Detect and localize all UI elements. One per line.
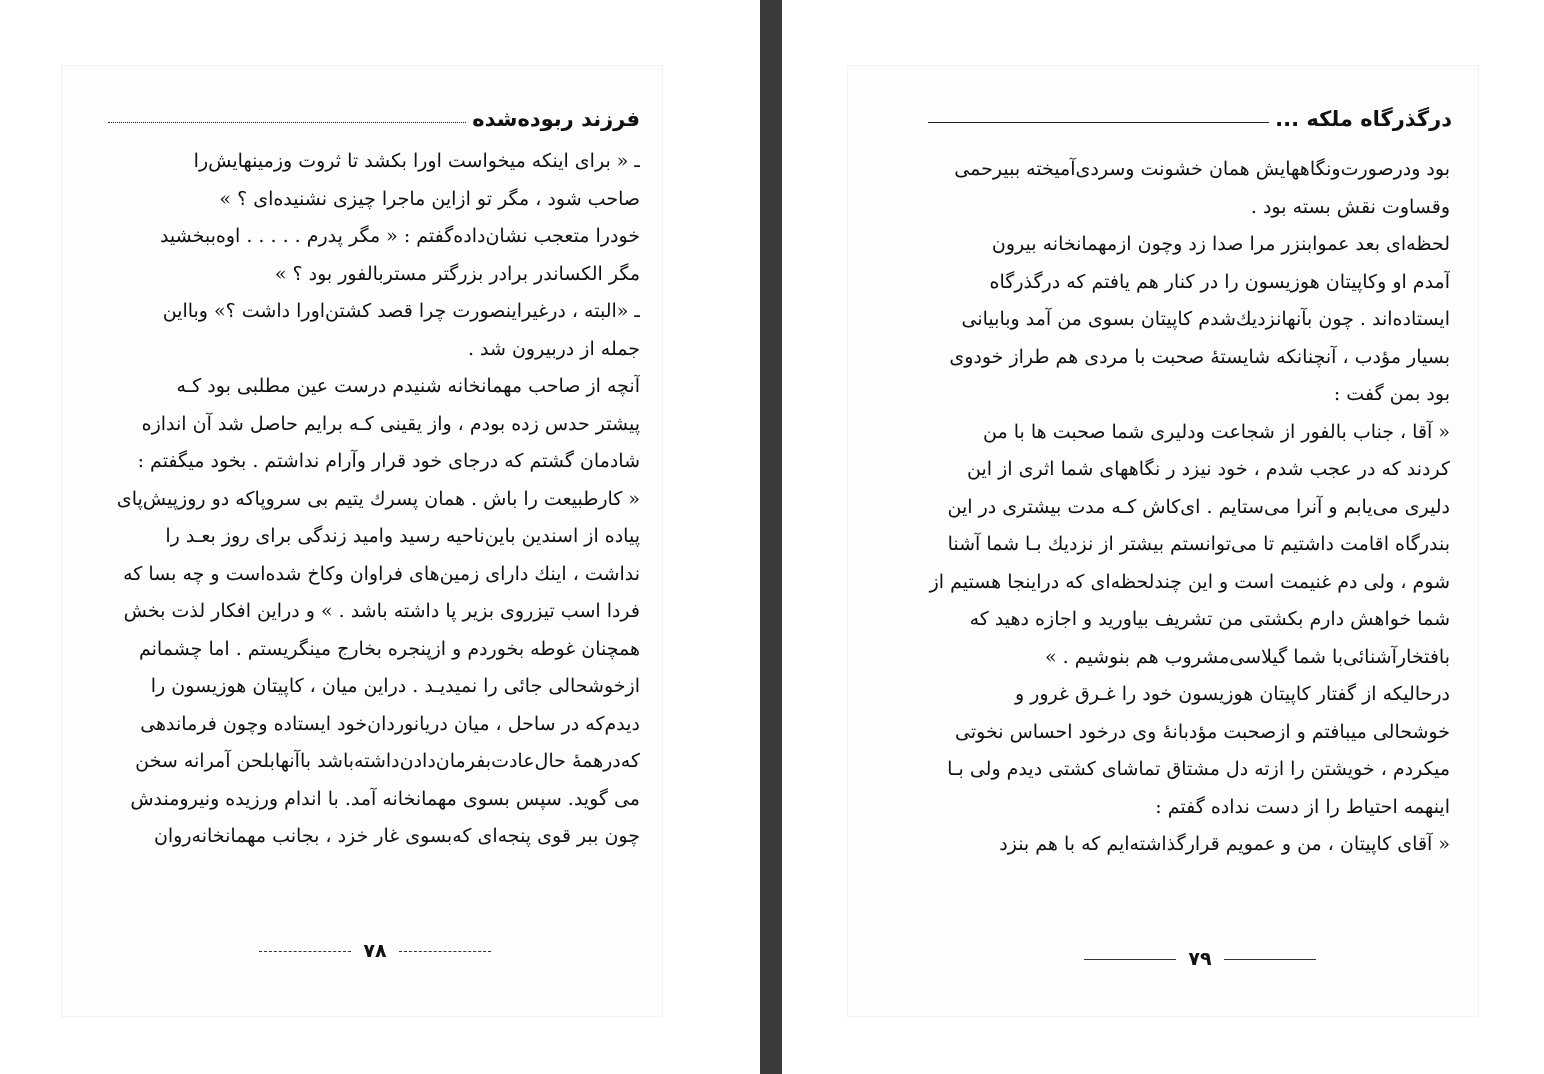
right-page — [782, 0, 1544, 1074]
footer-rule — [1084, 959, 1176, 960]
text-line: کردند که در عجب شدم ، خود نیزد ر نگاههای شما اثری از این — [967, 458, 1450, 480]
text-line: بسیار مؤدب ، آنچنانکه شایستهٔ صحبت با مردی هم طراز خودوی — [949, 345, 1450, 368]
text-line: ایستاده‌اند . چون بآنهانزدیك‌شدم کاپیتان بسوی من آمد وبابیانی — [961, 308, 1450, 330]
right-running-head-rule — [928, 122, 1269, 123]
left-page-footer — [250, 941, 500, 961]
text-line: « آقای کاپیتان ، من و عمویم قرارگذاشته‌ایم که با هم بنزد — [999, 833, 1450, 855]
text-line: پیاده از اسندین باین‌ناحیه رسید وامید زندگی برای روز بعـد را — [165, 525, 640, 547]
text-line: بندرگاه اقامت داشتیم تا می‌توانستم بیشتر از نزدیك بـا شما آشنا — [947, 533, 1450, 555]
footer-rule — [259, 951, 351, 952]
book-gutter — [760, 0, 782, 1074]
text-line: فردا اسب تیزروی بزیر پا داشته باشد . » و دراین افکار لذت بخش — [123, 600, 640, 622]
text-line: خودرا متعجب نشان‌داده‌گفتم : « مگر پدرم . . . . . اوه‌ببخشید — [159, 225, 640, 247]
text-line: درحالیکه از گفتار کاپیتان هوزیسون خود را غـرق غرور و — [1014, 683, 1450, 705]
left-running-head — [108, 102, 640, 136]
text-line: آنچه از صاحب مهمانخانه شنیدم درست عین مطلبی بود کـه — [176, 375, 640, 397]
left-page-number: ۷۸ — [363, 940, 387, 962]
footer-rule — [399, 951, 491, 952]
text-line: دیدم‌که در ساحل ، میان دریانوردان‌خود ایستاده وچون فرماندهی — [140, 712, 640, 735]
text-line: همچنان غوطه بخوردم و ازپنجره بخارج مینگریستم . اما چشمانم — [139, 637, 640, 660]
text-line: ـ « برای اینکه میخواست اورا بکشد تا ثروت وزمینهایش‌را — [193, 150, 640, 172]
text-line: شوم ، ولی دم غنیمت است و این چندلحظه‌ای که دراینجا هستیم از — [929, 570, 1450, 593]
text-line: اینهمه احتیاط را از دست نداده گفتم : — [1155, 795, 1450, 818]
text-line: بود بمن گفت : — [1333, 383, 1450, 405]
text-line: پیشتر حدس زده بودم ، واز یقینی کـه برایم حاصل شد آن اندازه — [141, 412, 640, 435]
text-line: نداشت ، اینك دارای زمین‌های فراوان وکاخ شده‌است و چه بسا که — [123, 562, 640, 585]
left-body-text — [112, 143, 640, 856]
text-line: خوشحالی میبافتم و ازصحبت مؤدبانهٔ وی درخود احساس نخوتی — [955, 720, 1450, 743]
text-line: می گوید. سپس بسوی مهمانخانه آمد. با اندام ورزیده ونیرومندش — [130, 787, 640, 810]
text-line: ـ «البته ، درغیراینصورت چرا قصد کشتن‌اورا داشت ؟» وبااین — [162, 300, 640, 322]
right-running-head — [928, 102, 1452, 136]
right-page-footer — [1060, 949, 1340, 969]
text-line: بود ودرصورت‌ونگاههایش همان خشونت وسردی‌آمیخته ببیرحمی — [954, 158, 1450, 180]
right-body-text — [922, 151, 1450, 864]
text-line: میکردم ، خویشتن را ازته دل مشتاق تماشای کشتی دیدم ولی بـا — [947, 758, 1450, 780]
text-line: لحظه‌ای بعد عموابنزر مرا صدا زد وچون ازمهمانخانه بیرون — [991, 233, 1450, 255]
text-line: وقساوت نقش بسته بود . — [1250, 195, 1450, 218]
left-running-head-title: فرزند ربوده‌شده — [472, 107, 640, 131]
text-line: آمدم او وکاپیتان هوزیسون را در کنار هم یافتم که درگذرگاه — [989, 270, 1450, 293]
text-line: شادمان گشتم که درجای خود قرار وآرام نداشتم . بخود میگفتم : — [137, 450, 640, 472]
text-line: صاحب شود ، مگر تو ازاین ماجرا چیزی نشنیده‌ای ؟ » — [219, 187, 640, 210]
text-line: ازخوشحالی جائی را نمیدیـد . دراین میان ، کاپیتان هوزیسون را — [150, 675, 640, 697]
text-line: که‌درهمهٔ حال‌عادت‌بفرمان‌دادن‌داشته‌باشد باآنهابلحن آمرانه سخن — [135, 750, 640, 772]
left-running-head-rule — [108, 122, 466, 123]
text-line: « آقا ، جناب بالفور از شجاعت ودلیری شما صحبت ها با من — [983, 420, 1450, 443]
text-line: « کارطبیعت را باش . همان پسرك یتیم بی سروپاکه دو روزپیش‌پای — [116, 487, 640, 510]
text-line: بافتخارآشنائی‌با شما گیلاسی‌مشروب هم بنوشیم . » — [1045, 645, 1450, 668]
text-line: دلیری می‌یابم و آنرا می‌ستایم . ای‌کاش کـه مدت بیشتری در این — [947, 495, 1450, 518]
text-line: شما خواهش دارم بکشتی من تشریف بیاورید و اجازه دهید که — [969, 608, 1450, 630]
right-page-number: ۷۹ — [1188, 948, 1212, 970]
left-page — [0, 0, 760, 1074]
text-line: جمله از دربیرون شد . — [467, 337, 640, 360]
right-running-head-title: درگذرگاه ملکه ... — [1275, 107, 1452, 131]
footer-rule — [1224, 959, 1316, 960]
text-line: چون ببر قوی پنجه‌ای که‌بسوی غار خزد ، بجانب مهمانخانه‌روان — [153, 825, 640, 847]
text-line: مگر الکساندر برادر بزرگتر مستربالفور بود ؟ » — [274, 262, 640, 285]
